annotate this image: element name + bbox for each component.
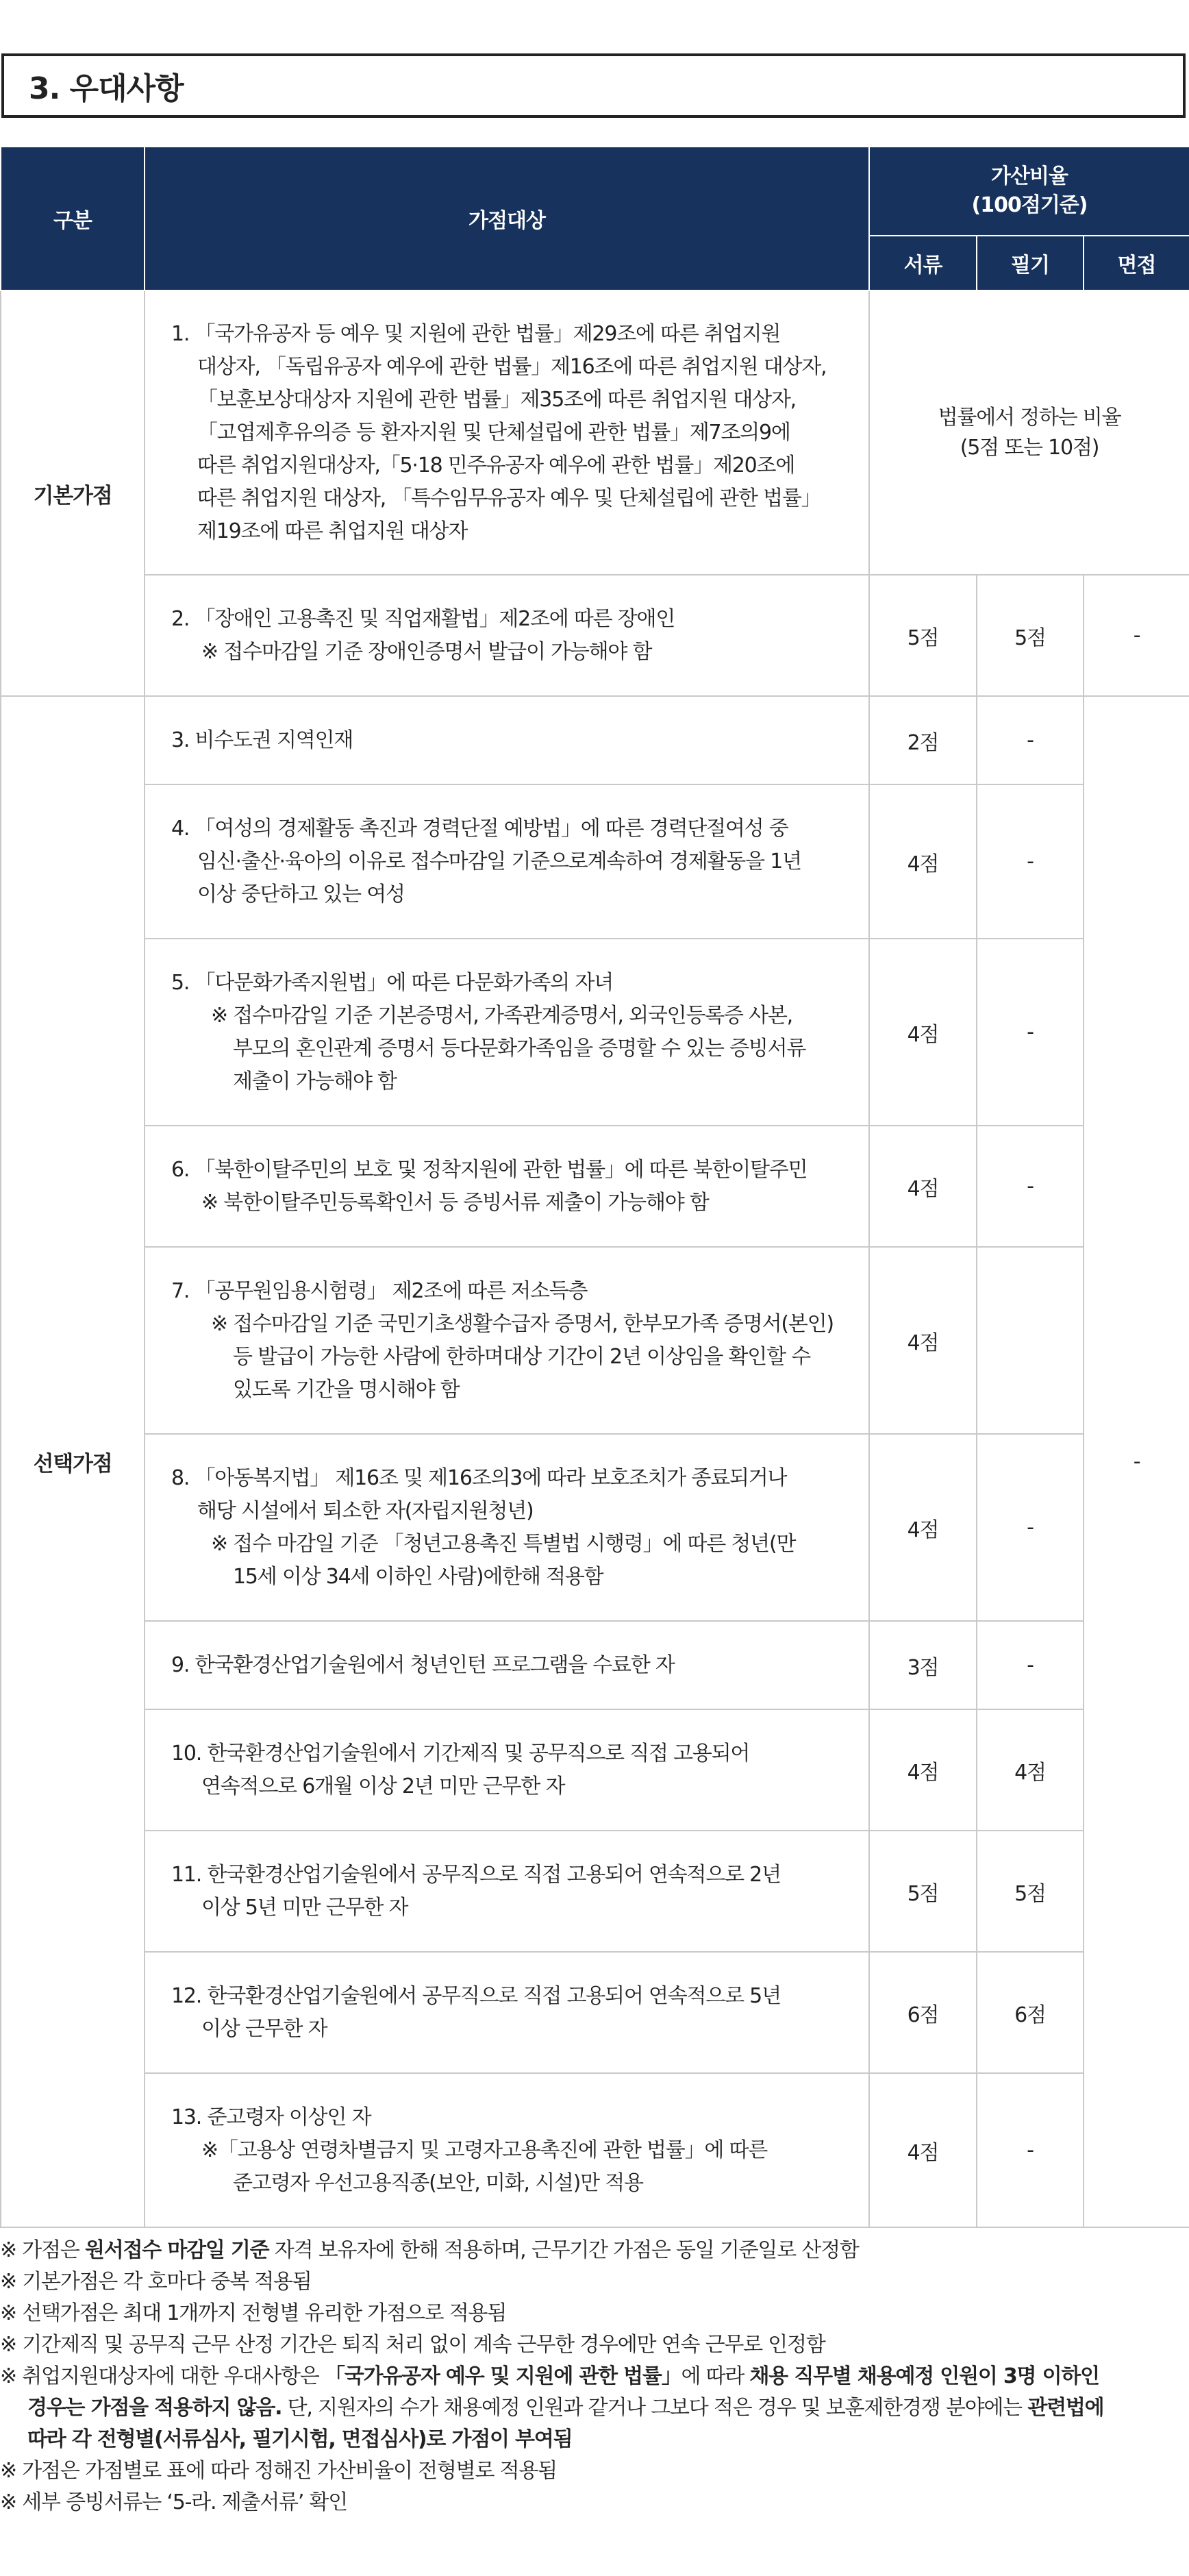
- target-cell: [145, 1126, 869, 1247]
- target-line: 부모의 혼인관계 증명서 등다문화가족임을 증명할 수 있는 증빙서류: [233, 1036, 806, 1061]
- written-value: -: [977, 2073, 1084, 2227]
- doc-value: 5점: [869, 1831, 977, 1952]
- note-text: 에 따라: [681, 2364, 750, 2388]
- written-value: 5점: [977, 575, 1084, 696]
- target-line: ※ 접수마감일 기준 기본증명서, 가족관계증명서, 외국인등록증 사본,: [211, 1003, 793, 1028]
- target-line: ※ 북한이탈주민등록확인서 등 증빙서류 제출이 가능해야 함: [201, 1190, 709, 1215]
- header-written: 필기: [977, 236, 1084, 290]
- target-line: 4. 「여성의 경제활동 촉진과 경력단절 예방법」에 따른 경력단절여성 중: [171, 816, 788, 841]
- target-cell: [145, 784, 869, 939]
- note-2: ※ 기본가점은 각 호마다 중복 적용됨: [0, 2270, 312, 2294]
- written-value: 5점: [977, 1831, 1084, 1952]
- note-emphasis: 원서접수 마감일 기준: [84, 2238, 269, 2262]
- doc-value: 4점: [869, 1126, 977, 1247]
- target-line: ※ 접수마감일 기준 국민기초생활수급자 증명서, 한부모가족 증명서(본인): [211, 1311, 834, 1336]
- target-cell: [145, 1709, 869, 1831]
- target-line: 12. 한국환경산업기술원에서 공무직으로 직접 고용되어 연속적으로 5년: [171, 1983, 781, 2008]
- written-value: -: [977, 1126, 1084, 1247]
- target-line: 1. 「국가유공자 등 예우 및 지원에 관한 법률」제29조에 따른 취업지원: [171, 321, 781, 346]
- table-row: [1, 2073, 1189, 2227]
- doc-value: 4점: [869, 1709, 977, 1831]
- written-value: 6점: [977, 1952, 1084, 2073]
- target-line: 8. 「아동복지법」 제16조 및 제16조의3에 따라 보호조치가 종료되거나: [171, 1465, 787, 1490]
- target-line: 7. 「공무원임용시험령」 제2조에 따른 저소득층: [171, 1278, 588, 1303]
- header-ratio-label: 가산비율: [991, 164, 1068, 188]
- written-value: -: [977, 939, 1084, 1126]
- target-line: 10. 한국환경산업기술원에서 기간제직 및 공무직으로 직접 고용되어: [171, 1741, 750, 1766]
- target-line: 등 발급이 가능한 사람에 한하며대상 기간이 2년 이상임을 확인할 수: [233, 1344, 810, 1369]
- interview-value: -: [1084, 575, 1189, 696]
- table-row: [1, 1831, 1189, 1952]
- table-row: [1, 1126, 1189, 1247]
- note-4: ※ 기간제직 및 공무직 근무 산정 기간은 퇴직 처리 없이 계속 근무한 경우에만 연속 근무로 인정함: [0, 2333, 825, 2357]
- written-value: -: [977, 784, 1084, 939]
- table-row: [1, 1434, 1189, 1621]
- target-line: 15세 이상 34세 이하인 사람)에한해 적용함: [233, 1564, 603, 1589]
- table-row: [1, 1709, 1189, 1831]
- doc-value: 4점: [869, 784, 977, 939]
- target-line: 제19조에 따른 취업지원 대상자: [197, 519, 468, 543]
- target-cell: [145, 2073, 869, 2227]
- note-text: ※ 가점은: [0, 2238, 85, 2262]
- note-7: ※ 세부 증빙서류는 ‘5-라. 제출서류’ 확인: [0, 2490, 348, 2514]
- doc-value: 5점: [869, 575, 977, 696]
- target-line: 2. 「장애인 고용촉진 및 직업재활법」제2조에 따른 장애인: [171, 606, 675, 631]
- target-cell: [145, 1247, 869, 1434]
- written-value: 4점: [977, 1709, 1084, 1831]
- table-row: [1, 575, 1189, 696]
- group-select: 선택가점: [1, 696, 145, 2227]
- doc-value: 3점: [869, 1621, 977, 1709]
- target-line: 6. 「북한이탈주민의 보호 및 정착지원에 관한 법률」에 따른 북한이탈주민: [171, 1157, 808, 1182]
- table-row: [1, 696, 1189, 784]
- target-cell: [145, 1831, 869, 1952]
- target-line: 준고령자 우선고용직종(보안, 미화, 시설)만 적용: [233, 2170, 643, 2195]
- target-cell: [145, 575, 869, 696]
- target-line: ※ 접수 마감일 기준 「청년고용촉진 특별법 시행령」에 따른 청년(만: [211, 1531, 796, 1556]
- doc-value: 4점: [869, 939, 977, 1126]
- table-row: [1, 1247, 1189, 1434]
- note-emphasis: 따라 각 전형별(서류심사, 필기시험, 면접심사)로 가점이 부여됨: [27, 2427, 573, 2451]
- target-line: 따른 취업지원 대상자, 「특수임무유공자 예우 및 단체설립에 관한 법률」: [197, 486, 821, 510]
- target-line: 5. 「다문화가족지원법」에 따른 다문화가족의 자녀: [171, 970, 613, 995]
- note-emphasis: 관련법에: [1027, 2396, 1104, 2420]
- target-line: 「고엽제후유의증 등 환자지원 및 단체설립에 관한 법률」제7조의9에: [197, 420, 790, 445]
- doc-value: 2점: [869, 696, 977, 784]
- target-line: 연속적으로 6개월 이상 2년 미만 근무한 자: [201, 1774, 565, 1798]
- header-interview: 면접: [1084, 236, 1189, 290]
- target-line: 제출이 가능해야 함: [233, 1069, 397, 1093]
- doc-value: 4점: [869, 1434, 977, 1621]
- table-row: [1, 1952, 1189, 2073]
- note-emphasis: 채용 직무별 채용예정 인원이 3명 이하인: [749, 2364, 1099, 2388]
- header-target: 가점대상: [145, 147, 869, 290]
- target-cell: [145, 696, 869, 784]
- section-title: 3. 우대사항: [1, 53, 1186, 118]
- note-6: ※ 가점은 가점별로 표에 따라 정해진 가산비율이 전형별로 적용됨: [0, 2459, 557, 2483]
- note-text: 자격 보유자에 한해 적용하며, 근무기간 가점은 동일 기준일로 산정함: [268, 2238, 859, 2262]
- written-value: [977, 1247, 1084, 1434]
- preference-table: [0, 146, 1189, 2228]
- target-line: 「보훈보상대상자 지원에 관한 법률」제35조에 따른 취업지원 대상자,: [197, 387, 797, 412]
- note-text: 단, 지원자의 수가 채용예정 인원과 같거나 그보다 적은 경우 및 보훈제한경쟁 분야에는: [281, 2396, 1028, 2420]
- target-line: 이상 5년 미만 근무한 자: [201, 1895, 408, 1920]
- target-line: 임신·출산·육아의 이유로 접수마감일 기준으로계속하여 경제활동을 1년: [197, 849, 801, 874]
- doc-value: 4점: [869, 2073, 977, 2227]
- note-1: [0, 2235, 1189, 2266]
- target-cell: [145, 1621, 869, 1709]
- target-cell: [145, 290, 869, 575]
- note-emphasis: 경우는 가점을 적용하지 않음.: [27, 2396, 282, 2420]
- note-3: ※ 선택가점은 최대 1개까지 전형별 유리한 가점으로 적용됨: [0, 2301, 507, 2325]
- target-line: 따른 취업지원대상자,「5·18 민주유공자 예우에 관한 법률」제20조에: [197, 453, 795, 478]
- note-text: ※ 취업지원대상자에 대한 우대사항은: [0, 2364, 325, 2388]
- target-line: 대상자, 「독립유공자 예우에 관한 법률」제16조에 따른 취업지원 대상자,: [197, 354, 827, 379]
- table-row: [1, 290, 1189, 575]
- target-cell: [145, 1952, 869, 2073]
- doc-value: 4점: [869, 1247, 977, 1434]
- target-line: 9. 한국환경산업기술원에서 청년인턴 프로그램을 수료한 자: [171, 1652, 675, 1677]
- written-value: -: [977, 1434, 1084, 1621]
- target-line: ※ 접수마감일 기준 장애인증명서 발급이 가능해야 함: [201, 639, 652, 664]
- table-row: [1, 939, 1189, 1126]
- target-line: 있도록 기간을 명시해야 함: [233, 1377, 460, 1402]
- table-row: [1, 1621, 1189, 1709]
- target-line: 13. 준고령자 이상인 자: [171, 2105, 371, 2129]
- target-line: 해당 시설에서 퇴소한 자(자립지원청년): [197, 1498, 534, 1523]
- note-continuation: [0, 2392, 1189, 2424]
- header-gubun: 구분: [1, 147, 145, 290]
- written-value: -: [977, 1621, 1084, 1709]
- target-line: 이상 근무한 자: [201, 2016, 327, 2041]
- ratio-merged-sub: (5점 또는 10점): [960, 435, 1099, 460]
- preference-table-area: [0, 146, 1189, 2228]
- target-cell: [145, 939, 869, 1126]
- header-doc: 서류: [869, 236, 977, 290]
- header-ratio: [869, 147, 1189, 236]
- target-line: ※「고용상 연령차별금지 및 고령자고용촉진에 관한 법률」에 따른: [201, 2138, 768, 2162]
- interview-value-select: -: [1084, 696, 1189, 2227]
- target-line: 3. 비수도권 지역인재: [171, 728, 353, 752]
- doc-value: 6점: [869, 1952, 977, 2073]
- note-5: [0, 2361, 1189, 2455]
- table-row: [1, 784, 1189, 939]
- notes: [0, 2235, 1189, 2518]
- note-continuation: [0, 2424, 1189, 2455]
- target-line: 이상 중단하고 있는 여성: [197, 882, 405, 906]
- header-ratio-sub: (100점기준): [971, 193, 1088, 217]
- ratio-merged-label: 법률에서 정하는 비율: [938, 405, 1121, 430]
- note-emphasis: 「국가유공자 예우 및 지원에 관한 법률」: [324, 2364, 681, 2388]
- written-value: -: [977, 696, 1084, 784]
- ratio-merged-cell: [869, 290, 1189, 575]
- group-basic: 기본가점: [1, 290, 145, 696]
- target-cell: [145, 1434, 869, 1621]
- target-line: 11. 한국환경산업기술원에서 공무직으로 직접 고용되어 연속적으로 2년: [171, 1862, 781, 1887]
